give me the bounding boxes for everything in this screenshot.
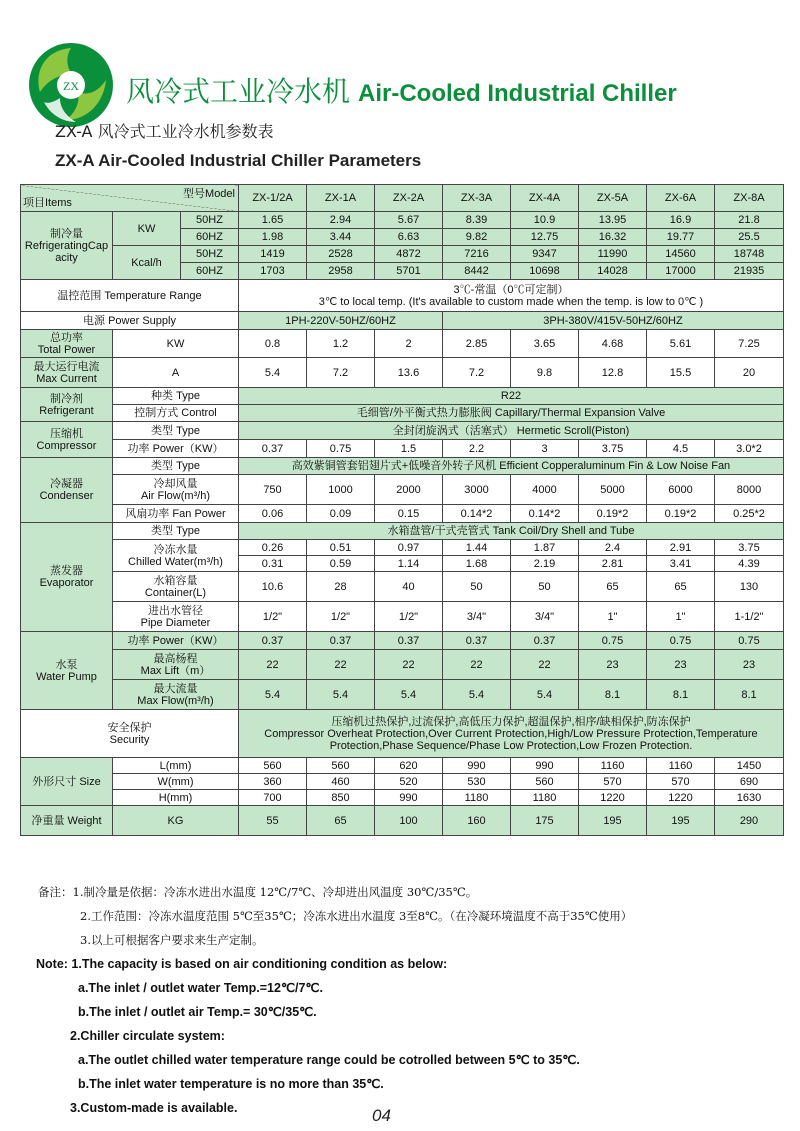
cell: 0.97 — [375, 540, 443, 556]
company-logo-icon — [26, 40, 116, 130]
unit-kw: KW — [113, 212, 181, 246]
cell: 22 — [443, 650, 511, 680]
cell: 16.32 — [579, 229, 647, 246]
cell: 6.63 — [375, 229, 443, 246]
cell: 1220 — [579, 790, 647, 806]
cell: 1.14 — [375, 556, 443, 572]
cell: 1.5 — [375, 440, 443, 458]
cell: 28 — [307, 572, 375, 602]
corner-model: 型号Model — [183, 188, 235, 200]
cell: 5.4 — [375, 680, 443, 710]
note-en-1b: b.The inlet / outlet air Temp.= 30℃/35℃. — [78, 1005, 317, 1019]
cell: 700 — [239, 790, 307, 806]
cell: 9.8 — [511, 358, 579, 388]
weight-unit: KG — [113, 806, 239, 836]
cell: 1.44 — [443, 540, 511, 556]
cell: 530 — [443, 774, 511, 790]
cell: 2.91 — [647, 540, 715, 556]
cell: 3.65 — [511, 330, 579, 358]
ref-type-label: 种类 Type — [113, 388, 239, 405]
cond-type-value: 高效紫铜管套铝翅片式+低噪音外转子风机 Efficient Copperaluminum Fin & Low Noise Fan — [239, 458, 784, 475]
cell: 0.19*2 — [579, 505, 647, 523]
cell: 5.4 — [443, 680, 511, 710]
cell: 5000 — [579, 475, 647, 505]
cell: 6000 — [647, 475, 715, 505]
cell: 2.2 — [443, 440, 511, 458]
cell: 22 — [375, 650, 443, 680]
cell: 0.75 — [647, 632, 715, 650]
cell: 195 — [647, 806, 715, 836]
cell: 520 — [375, 774, 443, 790]
cell: 25.5 — [715, 229, 784, 246]
cell: 16.9 — [647, 212, 715, 229]
size-h-label: H(mm) — [113, 790, 239, 806]
note-en-1: Note: 1.The capacity is based on air conditioning condition as below: — [36, 957, 448, 971]
cell: 990 — [443, 758, 511, 774]
cell: 0.37 — [239, 440, 307, 458]
cell: 460 — [307, 774, 375, 790]
cell: 1419 — [239, 246, 307, 263]
refrigerant-label: 制冷剂 Refrigerant — [21, 388, 113, 422]
cell: 22 — [511, 650, 579, 680]
logo-text: ZX — [63, 79, 79, 93]
title-cn: 风冷式工业冷水机 — [126, 75, 351, 108]
cell: 0.14*2 — [511, 505, 579, 523]
cell: 2.4 — [579, 540, 647, 556]
cell: 1.68 — [443, 556, 511, 572]
cell: 1180 — [443, 790, 511, 806]
cell: 1160 — [647, 758, 715, 774]
cell: 7.2 — [307, 358, 375, 388]
max-current-unit: A — [113, 358, 239, 388]
cell: 50 — [511, 572, 579, 602]
cell: 160 — [443, 806, 511, 836]
model-header: ZX-4A — [511, 185, 579, 212]
condenser-label: 冷凝器 Condenser — [21, 458, 113, 523]
model-header: ZX-5A — [579, 185, 647, 212]
cell: 690 — [715, 774, 784, 790]
cell: 175 — [511, 806, 579, 836]
cell: 2.19 — [511, 556, 579, 572]
cell: 0.51 — [307, 540, 375, 556]
cell: 1/2" — [239, 602, 307, 632]
cell: 1.65 — [239, 212, 307, 229]
cell: 21.8 — [715, 212, 784, 229]
cell: 2.85 — [443, 330, 511, 358]
ref-control-label: 控制方式 Control — [113, 405, 239, 422]
cell: 8.1 — [579, 680, 647, 710]
cell: 1220 — [647, 790, 715, 806]
hz-50: 50HZ — [181, 246, 239, 263]
cell: 1.98 — [239, 229, 307, 246]
note-en-2: 2.Chiller circulate system: — [70, 1029, 225, 1043]
cell: 5.4 — [239, 680, 307, 710]
cell: 0.19*2 — [647, 505, 715, 523]
cell: 0.75 — [579, 632, 647, 650]
cell: 0.06 — [239, 505, 307, 523]
subtitle-en: ZX-A Air-Cooled Industrial Chiller Parameters — [55, 151, 422, 170]
note-en-1a: a.The inlet / outlet water Temp.=12℃/7℃. — [78, 981, 323, 995]
cell: 1180 — [511, 790, 579, 806]
size-label: 外形尺寸 Size — [21, 758, 113, 806]
cell: 15.5 — [647, 358, 715, 388]
cell: 65 — [307, 806, 375, 836]
cell: 18748 — [715, 246, 784, 263]
cell: 1/2" — [375, 602, 443, 632]
cell: 23 — [715, 650, 784, 680]
cell: 23 — [647, 650, 715, 680]
cell: 4.5 — [647, 440, 715, 458]
cell: 0.37 — [375, 632, 443, 650]
cell: 9.82 — [443, 229, 511, 246]
evap-pipe-label: 进出水管径 Pipe Diameter — [113, 602, 239, 632]
cell: 8.1 — [647, 680, 715, 710]
cell: 850 — [307, 790, 375, 806]
size-l-label: L(mm) — [113, 758, 239, 774]
cell: 1000 — [307, 475, 375, 505]
cell: 1.2 — [307, 330, 375, 358]
comp-type-value: 全封闭旋涡式（活塞式） Hermetic Scroll(Piston) — [239, 422, 784, 440]
cell: 50 — [443, 572, 511, 602]
unit-kcal: Kcal/h — [113, 246, 181, 280]
cell: 0.75 — [307, 440, 375, 458]
cell: 1.87 — [511, 540, 579, 556]
cooling-label: 制冷量 RefrigeratingCap acity — [21, 212, 113, 280]
size-w-label: W(mm) — [113, 774, 239, 790]
cell: 7.2 — [443, 358, 511, 388]
cell: 1-1/2" — [715, 602, 784, 632]
cell: 5.4 — [511, 680, 579, 710]
cell: 2528 — [307, 246, 375, 263]
cell: 3000 — [443, 475, 511, 505]
cell: 22 — [239, 650, 307, 680]
cell: 5.61 — [647, 330, 715, 358]
cond-type-label: 类型 Type — [113, 458, 239, 475]
cell: 620 — [375, 758, 443, 774]
page-title — [126, 70, 677, 110]
cell: 2.81 — [579, 556, 647, 572]
cell: 12.75 — [511, 229, 579, 246]
cell: 20 — [715, 358, 784, 388]
cell: 2.94 — [307, 212, 375, 229]
table-corner — [21, 185, 239, 212]
cell: 1/2" — [307, 602, 375, 632]
cond-air-label: 冷却风量 Air Flow(m³/h) — [113, 475, 239, 505]
cell: 195 — [579, 806, 647, 836]
pump-power-label: 功率 Power（KW） — [113, 632, 239, 650]
evap-container-label: 水箱容量 Container(L) — [113, 572, 239, 602]
cell: 14560 — [647, 246, 715, 263]
evap-type-label: 类型 Type — [113, 523, 239, 540]
cell: 12.8 — [579, 358, 647, 388]
cell: 5701 — [375, 263, 443, 280]
page-number: 04 — [372, 1106, 391, 1125]
evaporator-label: 蒸发器 Evaporator — [21, 523, 113, 632]
cell: 0.59 — [307, 556, 375, 572]
note-en-2a: a.The outlet chilled water temperature range could be cotrolled between 5℃ to 35℃. — [78, 1053, 580, 1067]
cell: 3.75 — [715, 540, 784, 556]
cell: 560 — [511, 774, 579, 790]
cell: 130 — [715, 572, 784, 602]
note-cn-1: 备注：1.制冷量是依据：冷冻水进出水温度 12℃/7℃、冷却进出风温度 30℃/35℃。 — [38, 885, 478, 899]
cell: 17000 — [647, 263, 715, 280]
ref-control-value: 毛细管/外平衡式热力膨胀阀 Capillary/Thermal Expansion Valve — [239, 405, 784, 422]
cell: 4.68 — [579, 330, 647, 358]
cell: 10.6 — [239, 572, 307, 602]
cell: 13.95 — [579, 212, 647, 229]
total-power-label: 总功率 Total Power — [21, 330, 113, 358]
total-power-unit: KW — [113, 330, 239, 358]
cell: 0.37 — [511, 632, 579, 650]
cell: 22 — [307, 650, 375, 680]
cell: 5.67 — [375, 212, 443, 229]
cell: 14028 — [579, 263, 647, 280]
power-supply-3ph: 3PH-380V/415V-50HZ/60HZ — [443, 312, 784, 330]
cell: 7.25 — [715, 330, 784, 358]
hz-50: 50HZ — [181, 212, 239, 229]
cell: 8000 — [715, 475, 784, 505]
cell: 7216 — [443, 246, 511, 263]
cell: 40 — [375, 572, 443, 602]
title-en: Air-Cooled Industrial Chiller — [358, 80, 677, 107]
cell: 360 — [239, 774, 307, 790]
cell: 4.39 — [715, 556, 784, 572]
cell: 560 — [239, 758, 307, 774]
cell: 13.6 — [375, 358, 443, 388]
cell: 3.44 — [307, 229, 375, 246]
cell: 990 — [511, 758, 579, 774]
pump-lift-label: 最高杨程 Max Lift（m） — [113, 650, 239, 680]
cell: 0.25*2 — [715, 505, 784, 523]
parameter-table — [20, 184, 784, 836]
model-header: ZX-2A — [375, 185, 443, 212]
cell: 3 — [511, 440, 579, 458]
cell: 9347 — [511, 246, 579, 263]
cell: 560 — [307, 758, 375, 774]
cell: 0.37 — [239, 632, 307, 650]
note-cn-3: 3.以上可根据客户要求来生产定制。 — [80, 933, 264, 947]
cell: 19.77 — [647, 229, 715, 246]
comp-power-label: 功率 Power（KW） — [113, 440, 239, 458]
cell: 0.75 — [715, 632, 784, 650]
cell: 65 — [579, 572, 647, 602]
compressor-label: 压缩机 Compressor — [21, 422, 113, 458]
cell: 1703 — [239, 263, 307, 280]
cell: 21935 — [715, 263, 784, 280]
cell: 1" — [647, 602, 715, 632]
model-header: ZX-3A — [443, 185, 511, 212]
cell: 0.26 — [239, 540, 307, 556]
hz-60: 60HZ — [181, 263, 239, 280]
security-value: 压缩机过热保护,过流保护,高低压力保护,超温保护,相序/缺相保护,防冻保护 Compressor Overheat Protection,Over Current Protection,High/Low Pressure Protection,Temperature Protection,Phase Sequence/Phase Low Protection,Low Frozen Protection. — [239, 710, 784, 758]
note-en-3: 3.Custom-made is available. — [70, 1101, 238, 1115]
evap-chilled-label: 冷冻水量 Chilled Water(m³/h) — [113, 540, 239, 572]
cell: 4872 — [375, 246, 443, 263]
cell: 2 — [375, 330, 443, 358]
cell: 0.37 — [307, 632, 375, 650]
cell: 11990 — [579, 246, 647, 263]
cell: 2958 — [307, 263, 375, 280]
power-supply-label: 电源 Power Supply — [21, 312, 239, 330]
cell: 3.41 — [647, 556, 715, 572]
cell: 10698 — [511, 263, 579, 280]
temp-range-label: 温控范围 Temperature Range — [21, 280, 239, 312]
temp-range-value: 3℃-常温（0℃可定制） 3℃ to local temp. (It's available to custom made when the temp. is low to 0℃ ) — [239, 280, 784, 312]
cell: 100 — [375, 806, 443, 836]
cell: 1160 — [579, 758, 647, 774]
cell: 55 — [239, 806, 307, 836]
cell: 0.14*2 — [443, 505, 511, 523]
model-header: ZX-6A — [647, 185, 715, 212]
pump-label: 水泵 Water Pump — [21, 632, 113, 710]
cell: 990 — [375, 790, 443, 806]
cell: 750 — [239, 475, 307, 505]
model-header: ZX-1/2A — [239, 185, 307, 212]
cell: 3/4" — [511, 602, 579, 632]
cell: 1" — [579, 602, 647, 632]
power-supply-1ph: 1PH-220V-50HZ/60HZ — [239, 312, 443, 330]
cell: 3.75 — [579, 440, 647, 458]
max-current-label: 最大运行电流 Max Current — [21, 358, 113, 388]
subtitle-cn: ZX-A 风冷式工业冷水机参数表 — [55, 122, 274, 141]
cell: 0.31 — [239, 556, 307, 572]
cell: 0.37 — [443, 632, 511, 650]
page-header — [14, 32, 794, 132]
cell: 0.15 — [375, 505, 443, 523]
cell: 0.8 — [239, 330, 307, 358]
notes — [38, 880, 778, 1120]
cell: 570 — [647, 774, 715, 790]
cell: 3.0*2 — [715, 440, 784, 458]
cell: 290 — [715, 806, 784, 836]
evap-type-value: 水箱盘管/干式壳管式 Tank Coil/Dry Shell and Tube — [239, 523, 784, 540]
cell: 8442 — [443, 263, 511, 280]
cell: 570 — [579, 774, 647, 790]
pump-flow-label: 最大流量 Max Flow(m³/h) — [113, 680, 239, 710]
cell: 2000 — [375, 475, 443, 505]
note-cn-2: 2.工作范围：冷冻水温度范围 5℃至35℃；冷冻水进出水温度 3至8℃。（在冷凝环境温度不高于35℃使用） — [80, 909, 633, 923]
cell: 8.39 — [443, 212, 511, 229]
cell: 3/4" — [443, 602, 511, 632]
cell: 1630 — [715, 790, 784, 806]
weight-label: 净重量 Weight — [21, 806, 113, 836]
cell: 65 — [647, 572, 715, 602]
cond-fan-label: 风扇功率 Fan Power — [113, 505, 239, 523]
model-header: ZX-8A — [715, 185, 784, 212]
hz-60: 60HZ — [181, 229, 239, 246]
model-header: ZX-1A — [307, 185, 375, 212]
note-en-2b: b.The inlet water temperature is no more than 35℃. — [78, 1077, 384, 1091]
cell: 10.9 — [511, 212, 579, 229]
cell: 23 — [579, 650, 647, 680]
ref-type-value: R22 — [239, 388, 784, 405]
security-label: 安全保护 Security — [21, 710, 239, 758]
cell: 5.4 — [239, 358, 307, 388]
cell: 0.09 — [307, 505, 375, 523]
cell: 4000 — [511, 475, 579, 505]
corner-items: 项目Items — [23, 197, 72, 209]
cell: 1450 — [715, 758, 784, 774]
cell: 8.1 — [715, 680, 784, 710]
cell: 5.4 — [307, 680, 375, 710]
comp-type-label: 类型 Type — [113, 422, 239, 440]
